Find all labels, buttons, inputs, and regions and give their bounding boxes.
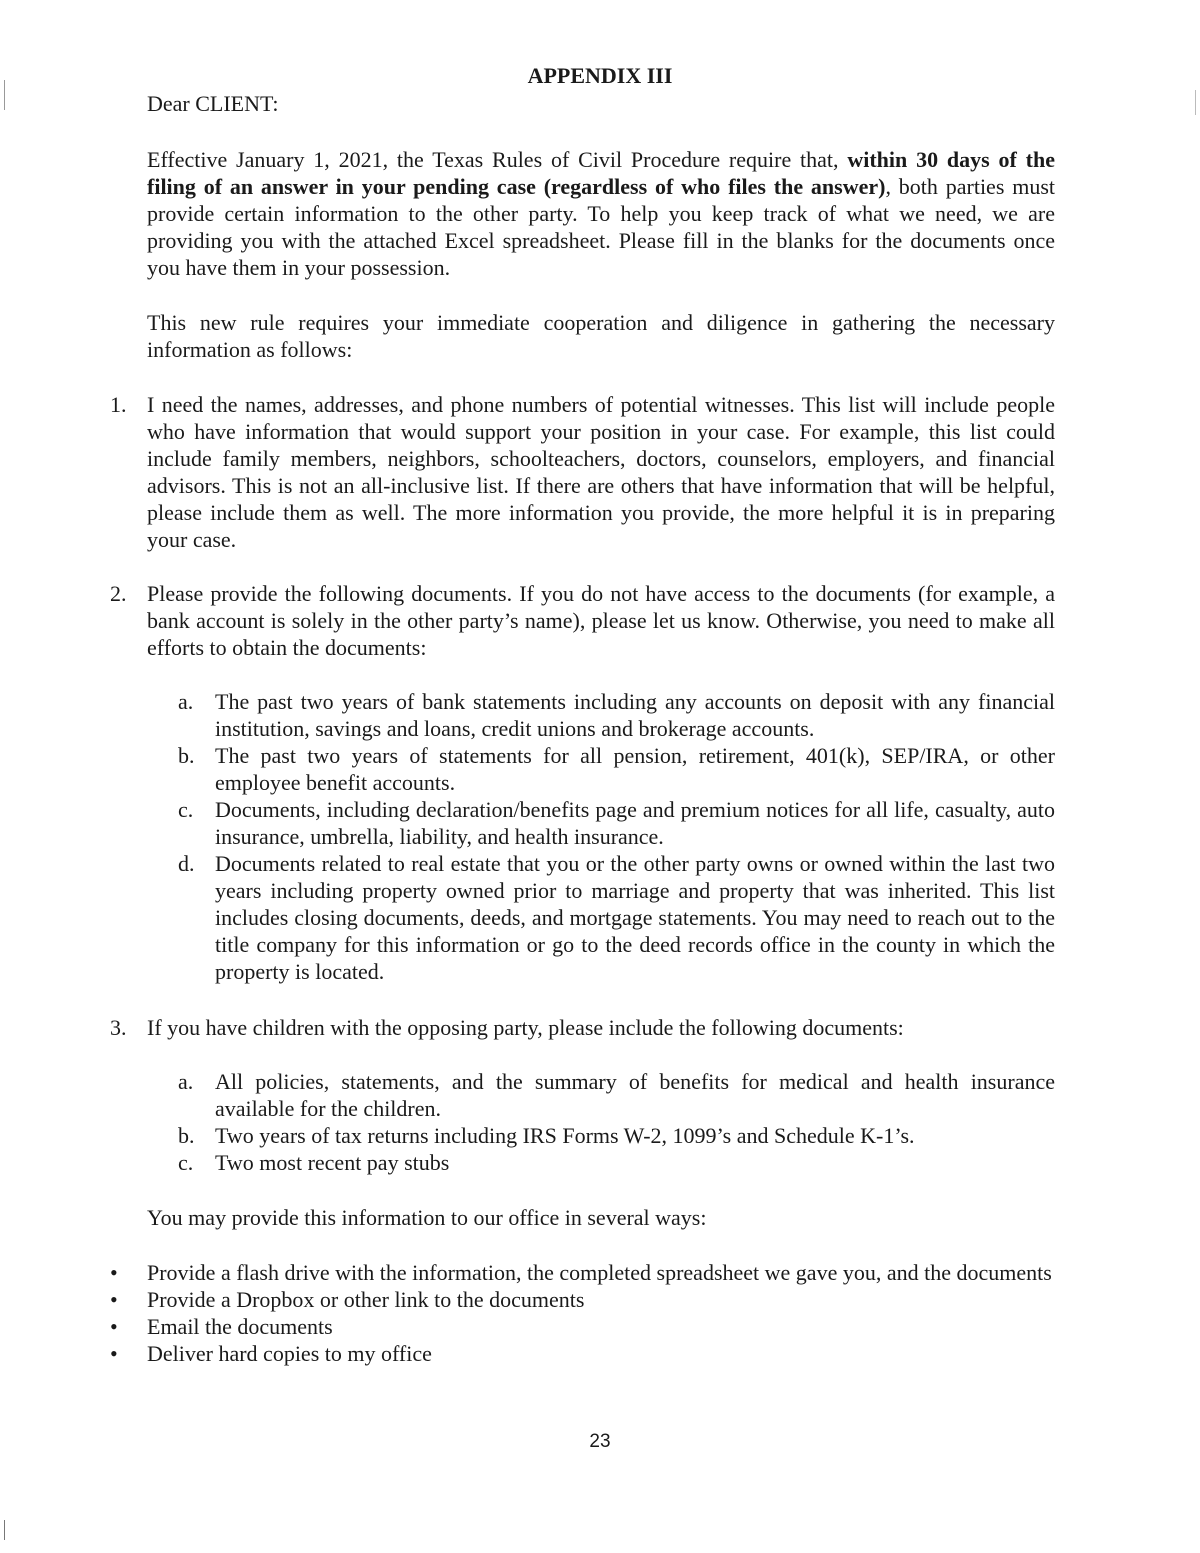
- scan-edge-mark: [1195, 90, 1196, 115]
- sublist-letter: c.: [178, 1150, 194, 1175]
- sublist-letter: b.: [178, 743, 195, 768]
- sublist-text: Documents, including declaration/benefits page and premium notices for all life, casualty, auto insurance, umbrella, liability, and health insurance.: [215, 797, 1055, 849]
- salutation: Dear CLIENT:: [147, 91, 279, 116]
- bullet-icon: •: [110, 1341, 118, 1366]
- list-item-text: Please provide the following documents. If you do not have access to the documents (for example, a bank account is solely in the other party’s name), please let us know. Otherwise, you need to make all efforts to obtain the documents:: [147, 581, 1055, 660]
- page-number: 23: [589, 1431, 611, 1452]
- bullet-text: Provide a flash drive with the information, the completed spreadsheet we gave you, and the documents: [147, 1260, 1052, 1285]
- sublist-text: The past two years of bank statements including any accounts on deposit with any financial institution, savings and loans, credit unions and brokerage accounts.: [215, 689, 1055, 741]
- sublist-letter: c.: [178, 797, 194, 822]
- sublist-text: Documents related to real estate that you or the other party owns or owned within the last two years including property owned prior to marriage and property that was inherited. This list includes closing documents, deeds, and mortgage statements. You may need to reach out to the title company for this information or go to the deed records office in the county in which the property is located.: [215, 851, 1055, 984]
- list-item-text: If you have children with the opposing party, please include the following documents:: [147, 1015, 904, 1040]
- bullet-icon: •: [110, 1314, 118, 1339]
- bullet-icon: •: [110, 1287, 118, 1312]
- sublist-item: [178, 1122, 1055, 1149]
- list-item-2: [110, 580, 1055, 661]
- list-number: 3.: [110, 1015, 127, 1040]
- sublist-item: [178, 1068, 1055, 1122]
- page-title: APPENDIX III: [527, 63, 673, 88]
- bullet-item: [110, 1340, 1055, 1367]
- intro-bold-deadline: within 30 days of the filing of an answer in your pending case (regardless of who files the answer): [147, 147, 1055, 199]
- list-item-1: [110, 391, 1055, 553]
- sublist-item: [178, 796, 1055, 850]
- sublist-text: All policies, statements, and the summary of benefits for medical and health insurance available for the children.: [215, 1069, 1055, 1121]
- sublist-text: Two years of tax returns including IRS Forms W-2, 1099’s and Schedule K-1’s.: [215, 1123, 915, 1148]
- sublist-item: [178, 1149, 1055, 1176]
- sublist-letter: b.: [178, 1123, 195, 1148]
- sublist-item: [178, 742, 1055, 796]
- scan-edge-mark: [4, 1520, 5, 1540]
- delivery-bullet-list: [110, 1259, 1055, 1367]
- sublist-item: [178, 688, 1055, 742]
- bullet-item: [110, 1313, 1055, 1340]
- intro-paragraph: Effective January 1, 2021, the Texas Rules of Civil Procedure require that, within 30 days of the filing of an answer in your pending case (regardless of who files the answer), both parties must provide certain information to the other party. To help you keep track of what we need, we are providing you with the attached Excel spreadsheet. Please fill in the blanks for the documents once you have them in your possession.: [147, 147, 1055, 280]
- list-number: 2.: [110, 581, 127, 606]
- bullet-text: Provide a Dropbox or other link to the documents: [147, 1287, 585, 1312]
- scan-edge-mark: [4, 80, 5, 110]
- bullet-text: Email the documents: [147, 1314, 333, 1339]
- list-item-text: I need the names, addresses, and phone numbers of potential witnesses. This list will include people who have information that would support your position in your case. For example, this list could include family members, neighbors, schoolteachers, doctors, counselors, employers, and financial advisors. This is not an all-inclusive list. If there are others that have information that will be helpful, please include them as well. The more information you provide, the more helpful it is in preparing your case.: [147, 392, 1055, 552]
- sublist-documents: [178, 688, 1055, 985]
- bullet-icon: •: [110, 1260, 118, 1285]
- bullet-text: Deliver hard copies to my office: [147, 1341, 432, 1366]
- list-item-3: [110, 1014, 1055, 1041]
- bullet-item: [110, 1259, 1055, 1286]
- sublist-text: The past two years of statements for all pension, retirement, 401(k), SEP/IRA, or other employee benefit accounts.: [215, 743, 1055, 795]
- delivery-intro: You may provide this information to our office in several ways:: [147, 1205, 707, 1230]
- rule-paragraph: This new rule requires your immediate cooperation and diligence in gathering the necessary information as follows:: [147, 310, 1055, 362]
- sublist-children-documents: [178, 1068, 1055, 1176]
- list-number: 1.: [110, 392, 127, 417]
- sublist-letter: a.: [178, 1069, 194, 1094]
- sublist-item: [178, 850, 1055, 985]
- sublist-letter: d.: [178, 851, 195, 876]
- sublist-text: Two most recent pay stubs: [215, 1150, 450, 1175]
- bullet-item: [110, 1286, 1055, 1313]
- sublist-letter: a.: [178, 689, 194, 714]
